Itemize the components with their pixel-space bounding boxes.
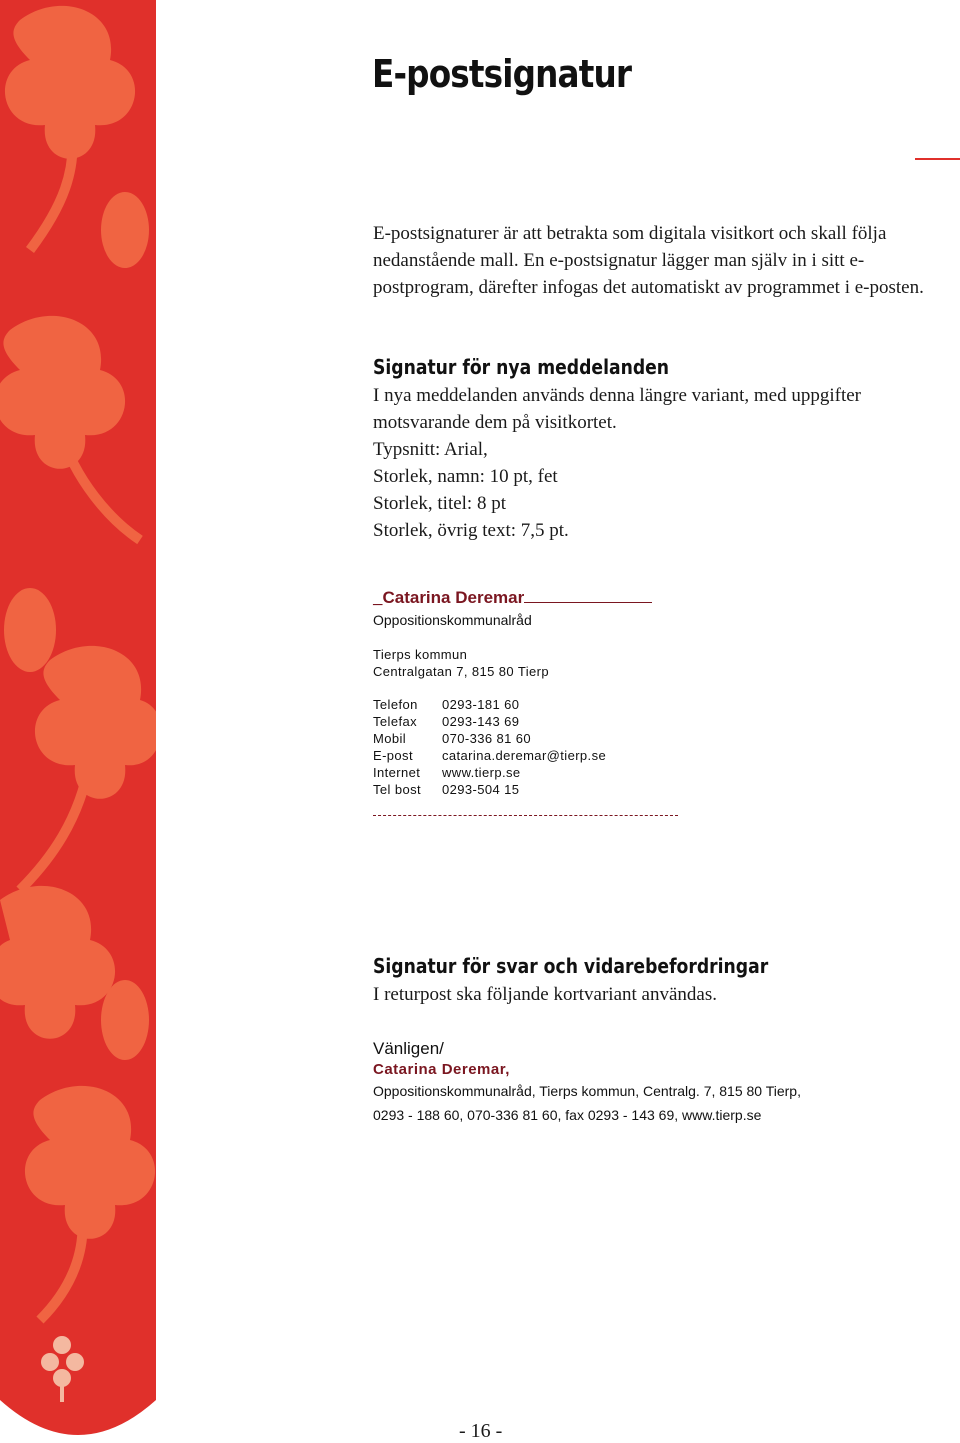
short-sig-name: Catarina Deremar,: [373, 1061, 510, 1078]
signature-end-divider: [373, 815, 678, 816]
intro-text: E-postsignaturer är att betrakta som digitala visitkort och skall följa nedanstående mall. En e-postsignatur lägger man själv in i sitt e-postprogram, därefter infogas det automatiskt av programmet i e-posten.: [373, 223, 924, 298]
size-title-spec: Storlek, titel: 8 pt: [373, 493, 506, 514]
contact-label: E-post: [373, 748, 413, 763]
contact-value: 070-336 81 60: [442, 731, 532, 746]
contact-list: [373, 696, 652, 798]
contact-row-epost: [373, 747, 652, 764]
floral-pattern: [0, 0, 156, 1443]
contact-value: catarina.deremar@tierp.se: [442, 748, 607, 763]
contact-row-telbost: [373, 781, 652, 798]
short-sig-greeting: Vänligen/: [373, 1039, 444, 1058]
contact-row-internet: [373, 764, 652, 781]
signature-long-example: [373, 588, 652, 798]
contact-label: Mobil: [373, 731, 407, 746]
signature-title: Oppositionskommunalråd: [373, 612, 532, 628]
contact-value: 0293-504 15: [442, 782, 520, 797]
signature-address: Centralgatan 7, 815 80 Tierp: [373, 664, 549, 679]
size-other-spec: Storlek, övrig text: 7,5 pt.: [373, 520, 569, 541]
contact-value: 0293-143 69: [442, 714, 520, 729]
contact-value: www.tierp.se: [442, 765, 521, 780]
contact-label: Internet: [373, 765, 421, 780]
contact-label: Telefax: [373, 714, 417, 729]
short-sig-line1: Oppositionskommunalråd, Tierps kommun, Centralg. 7, 815 80 Tierp,: [373, 1083, 801, 1099]
contact-row-mobil: [373, 730, 652, 747]
decorative-band: [0, 0, 156, 1443]
new-messages-line2: motsvarande dem på visitkortet.: [373, 412, 617, 433]
new-messages-line1: I nya meddelanden används denna längre variant, med uppgifter: [373, 385, 862, 406]
page-number: - 16 -: [459, 1420, 503, 1442]
signature-org: Tierps kommun: [373, 647, 468, 662]
short-sig-line2: 0293 - 188 60, 070-336 81 60, fax 0293 - 143 69, www.tierp.se: [373, 1107, 762, 1123]
signature-short-example: [373, 1038, 801, 1126]
heading-new-messages: Signatur för nya meddelanden: [373, 355, 670, 379]
font-spec: Typsnitt: Arial,: [373, 439, 488, 460]
title-divider: [915, 158, 960, 160]
contact-row-telefon: [373, 696, 652, 713]
page-title: E-postsignatur: [372, 52, 632, 96]
contact-label: Tel bost: [373, 782, 422, 797]
contact-value: 0293-181 60: [442, 697, 520, 712]
reply-forward-text: I returpost ska följande kortvariant användas.: [373, 984, 717, 1005]
signature-name-underline: [524, 601, 652, 603]
signature-lead: _: [373, 588, 383, 607]
contact-label: Telefon: [373, 697, 418, 712]
signature-name: Catarina Deremar: [382, 588, 525, 607]
heading-reply-forward: Signatur för svar och vidarebefordringar: [373, 954, 769, 978]
size-name-spec: Storlek, namn: 10 pt, fet: [373, 466, 558, 487]
signature-name-line: [373, 588, 652, 612]
contact-row-telefax: [373, 713, 652, 730]
